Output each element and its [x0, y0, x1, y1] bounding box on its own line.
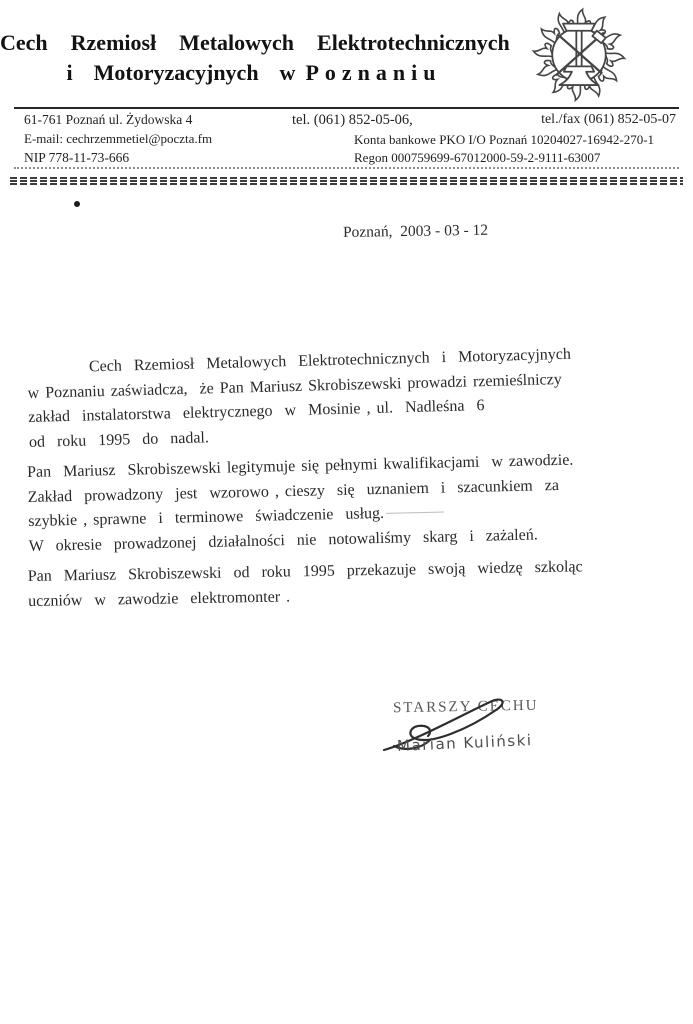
guild-emblem-icon [513, 4, 645, 102]
dash-line [10, 177, 683, 179]
contact-email: E-mail: cechrzemmetiel@poczta.fm [24, 131, 213, 146]
contact-tel: tel. (061) 852-05-06, [292, 112, 413, 128]
contact-telfax: tel./fax (061) 852-05-07 [541, 112, 676, 127]
letterhead-title-line2-prefix: i Motoryzacyjnych w [66, 60, 296, 85]
body-line: w Poznaniu zaświadcza, że Pan Mariusz Skrobiszewski prowadzi rzemieślniczy [27, 370, 562, 402]
body-line: zakład instalatorstwa elektrycznego w Mosinie , ul. Nadleśna 6 [28, 397, 485, 426]
letterhead-title-line1: Cech Rzemiosł Metalowych Elektrotechnicznych [0, 30, 510, 55]
stamp-title: STARSZY CECHU [392, 697, 539, 717]
body-line: W okresie prowadzonej działalności nie notowaliśmy skarg i zażaleń. [28, 525, 538, 555]
body-line: Zakład prowadzony jest wzorowo , cieszy się uznaniem i szacunkiem za [27, 476, 560, 506]
letterhead-title-line2-city: Poznaniu [305, 60, 442, 85]
faint-underline [386, 512, 444, 514]
dash-line [10, 183, 683, 185]
body-line-text: szybkie , sprawne i terminowe świadczenie usług. [28, 504, 385, 530]
divider-dotted [14, 167, 679, 169]
body-line: Pan Mariusz Skrobiszewski legitymuje się pełnymi kwalifikacjami w zawodzie. [26, 451, 574, 482]
body-line: od roku 1995 do nadal. [28, 428, 210, 451]
letterhead-title-line2 [0, 58, 508, 88]
letterhead-title [0, 28, 508, 88]
body-line: uczniów w zawodzie elektromonter . [28, 587, 291, 610]
paragraph-training [28, 554, 677, 614]
body-line: Pan Mariusz Skrobiszewski od roku 1995 przekazuje swoją wiedzę szkoląc [27, 558, 583, 586]
dash-line [10, 180, 683, 182]
contact-regon: Regon 000759699-67012000-59-2-9111-63007 [354, 150, 601, 165]
stamp-name: Marian Kuliński [396, 731, 533, 755]
divider-solid [14, 107, 679, 109]
divider-dashed-band [10, 177, 683, 188]
contact-address: 61-761 Poznań ul. Żydowska 4 [24, 112, 193, 127]
date-line: Poznań, 2003 - 03 - 12 [342, 221, 489, 241]
paragraph-qualifications [27, 446, 677, 559]
bullet-dot [74, 201, 80, 207]
contact-nip: NIP 778-11-73-666 [24, 150, 130, 165]
body-line: Cech Rzemiosł Metalowych Elektrotechnicznych i Motoryzacyjnych [88, 345, 572, 376]
contact-bank-account: Konta bankowe PKO I/O Poznań 10204027-16942-270-1 [354, 132, 655, 147]
paragraph-certification [27, 340, 677, 455]
